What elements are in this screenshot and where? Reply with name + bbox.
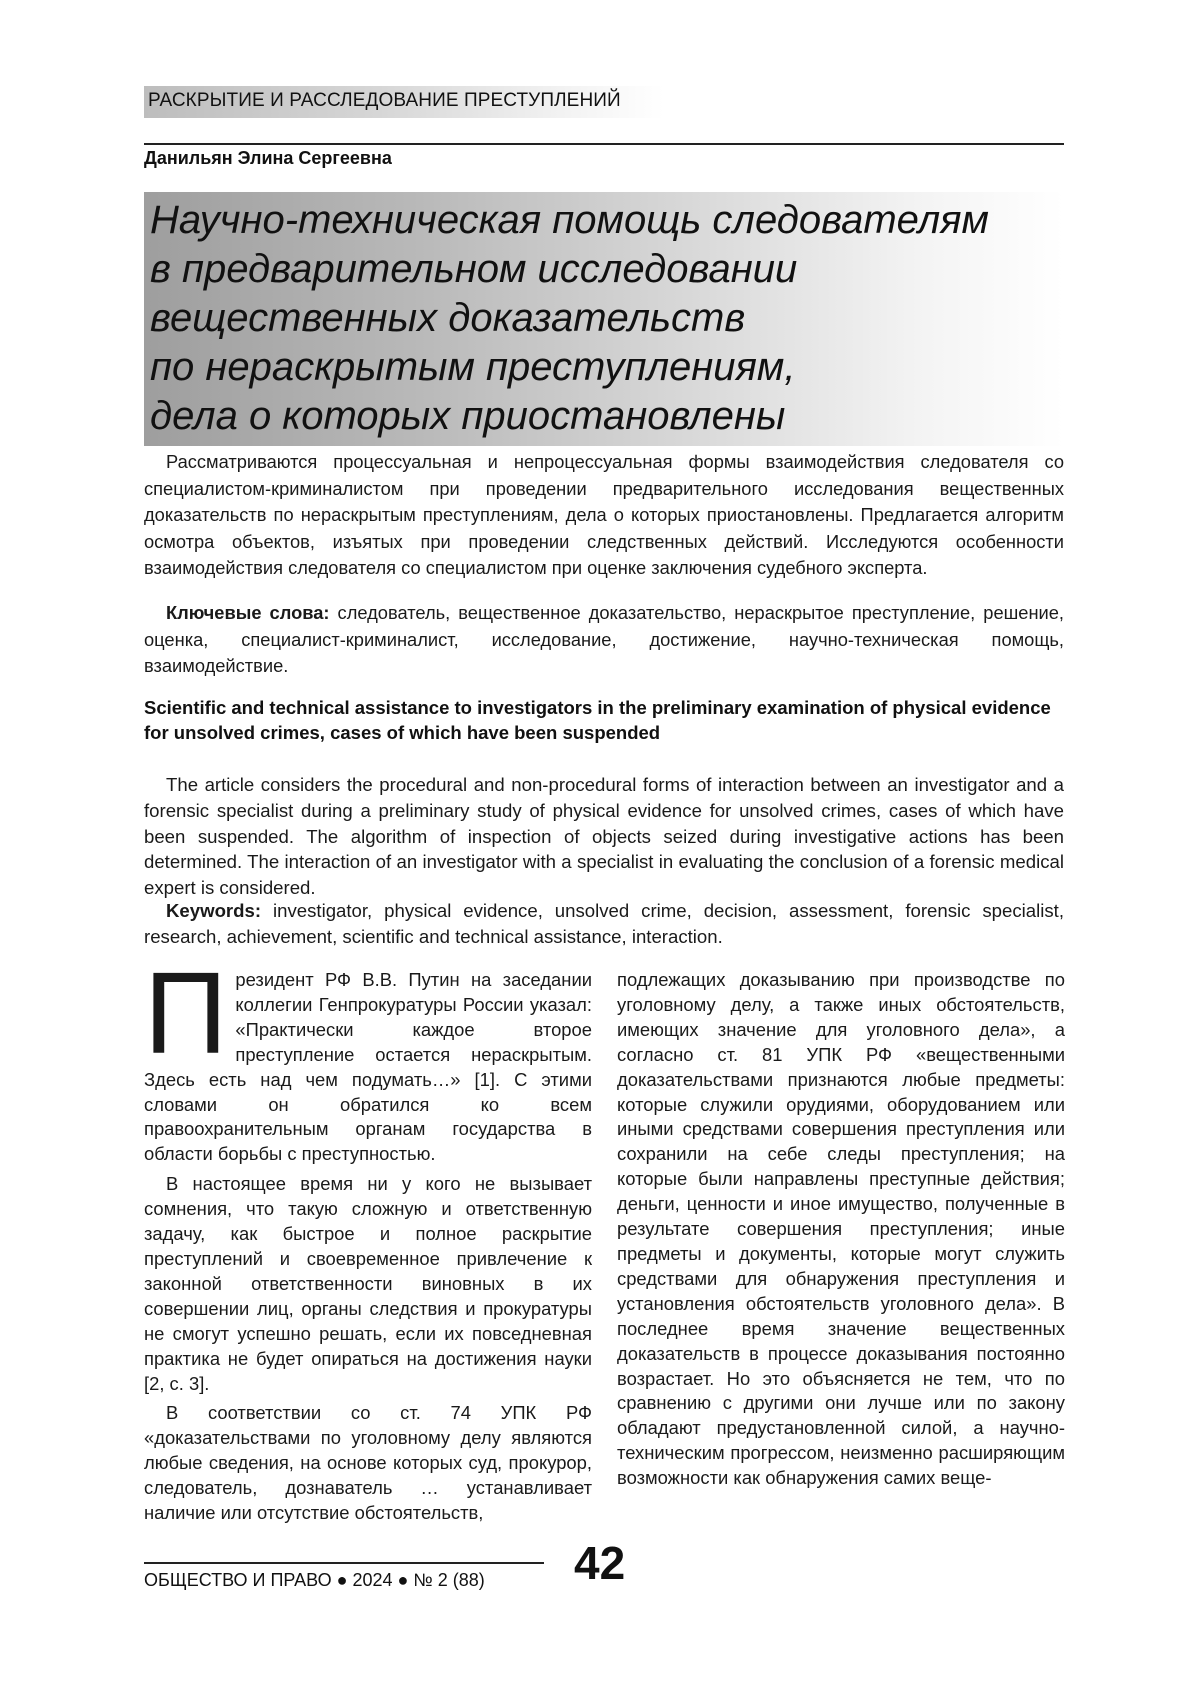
title-line: Научно-техническая помощь следователям bbox=[150, 198, 989, 242]
abstract-en bbox=[144, 772, 1064, 901]
body-column-right bbox=[617, 968, 1065, 1496]
footer-rule bbox=[144, 1562, 544, 1564]
header-rule bbox=[144, 143, 1064, 145]
keywords-ru-text: следователь, вещественное доказательство, нераскрытое преступление, решение, оценка, специалист-криминалист, исследование, достижение, научно-техническая помощь, взаимодействие. bbox=[144, 602, 1064, 676]
title-line: в предварительном исследовании bbox=[150, 247, 798, 291]
keywords-ru-label: Ключевые слова: bbox=[166, 602, 330, 623]
drop-cap: П bbox=[144, 948, 228, 1078]
body-column-left bbox=[144, 948, 592, 1531]
title-line: вещественных доказательств bbox=[150, 296, 746, 340]
body-paragraph: В соответствии со ст. 74 УПК РФ «доказательствами по уголовному делу являются любые сведения, на основе которых суд, прокурор, следователь, дознаватель … устанавливает наличие или отсутствие обстоятельств, bbox=[144, 1402, 592, 1524]
author-name: Данильян Элина Сергеевна bbox=[144, 148, 392, 168]
article-title-en: Scientific and technical assistance to investigators in the preliminary examination of physical evidence for unsolved crimes, cases of which have been suspended bbox=[144, 697, 1051, 743]
body-paragraph: В настоящее время ни у кого не вызывает сомнения, что такую сложную и ответственную задачу, как быстрое и полное раскрытие преступлений и своевременное привлечение к законной ответственности виновных в их совершении лиц, органы следствия и прокуратуры не смогут успешно решать, если их повседневная практика не будет опираться на достижения науки [2, с. 3]. bbox=[144, 1173, 592, 1394]
keywords-en-label: Keywords: bbox=[166, 900, 262, 921]
title-line: по нераскрытым преступлениям, bbox=[150, 345, 796, 389]
section-label: РАСКРЫТИЕ И РАССЛЕДОВАНИЕ ПРЕСТУПЛЕНИЙ bbox=[148, 90, 621, 111]
title-line: дела о которых приостановлены bbox=[150, 394, 786, 438]
page-number: 42 bbox=[574, 1537, 626, 1589]
keywords-ru bbox=[144, 600, 1064, 680]
keywords-en-text: investigator, physical evidence, unsolved crime, decision, assessment, forensic specialist, research, achievement, scientific and technical assistance, interaction. bbox=[144, 900, 1064, 947]
article-title-ru bbox=[150, 196, 1060, 441]
abstract-en-text: The article considers the procedural and non-procedural forms of interaction between an investigator and a forensic specialist during a preliminary study of physical evidence for unsolved crimes, cases of which have been suspended. The algorithm of inspection of objects seized during investigative actions has been determined. The interaction of an investigator with a specialist in evaluating the conclusion of a forensic medical expert is considered. bbox=[144, 774, 1064, 899]
journal-name: ОБЩЕСТВО И ПРАВО ● 2024 ● № 2 (88) bbox=[144, 1570, 485, 1590]
body-paragraph: подлежащих доказыванию при производстве по уголовному делу, а также иных обстоятельств, имеющих значение для уголовного дела», а согласно ст. 81 УПК РФ «вещественными доказательствами признаются любые предметы: которые служили орудиями, оборудованием или иными средствами совершения преступления или сохранили на себе следы преступления; на которые были направлены преступные действия; деньги, ценности и иное имущество, полученные в результате совершения преступления; иные предметы и документы, которые могут служить средствами для обнаружения преступления и установления обстоятельств уголовного дела». В последнее время значение вещественных доказательств в процессе доказывания постоянно возрастает. Но это объясняется не тем, что по сравнению с другими они лучше или по закону обладают предустановленной силой, а научно-техническим прогрессом, неизменно расширяющим возможности как обнаружения самих веще- bbox=[617, 969, 1065, 1489]
keywords-en bbox=[144, 898, 1064, 950]
body-paragraph-text: резидент РФ В.В. Путин на заседании коллегии Генпрокуратуры России указал: «Практически каждое второе преступление остается нераскрытым. Здесь есть над чем подумать…» [1]. С этими словами он обратился ко всем правоохранительным органам государства в области борьбы с преступностью. bbox=[144, 969, 592, 1165]
abstract-ru bbox=[144, 449, 1064, 582]
body-paragraph bbox=[144, 948, 592, 1167]
abstract-ru-text: Рассматриваются процессуальная и непроцессуальная формы взаимодействия следователя со специалистом-криминалистом при проведении предварительного исследования вещественных доказательств по нераскрытым преступлениям, дела о которых приостановлены. Предлагается алгоритм осмотра объектов, изъятых при проведении следственных действий. Исследуются особенности взаимодействия следователя со специалистом при оценке заключения судебного эксперта. bbox=[144, 451, 1064, 578]
